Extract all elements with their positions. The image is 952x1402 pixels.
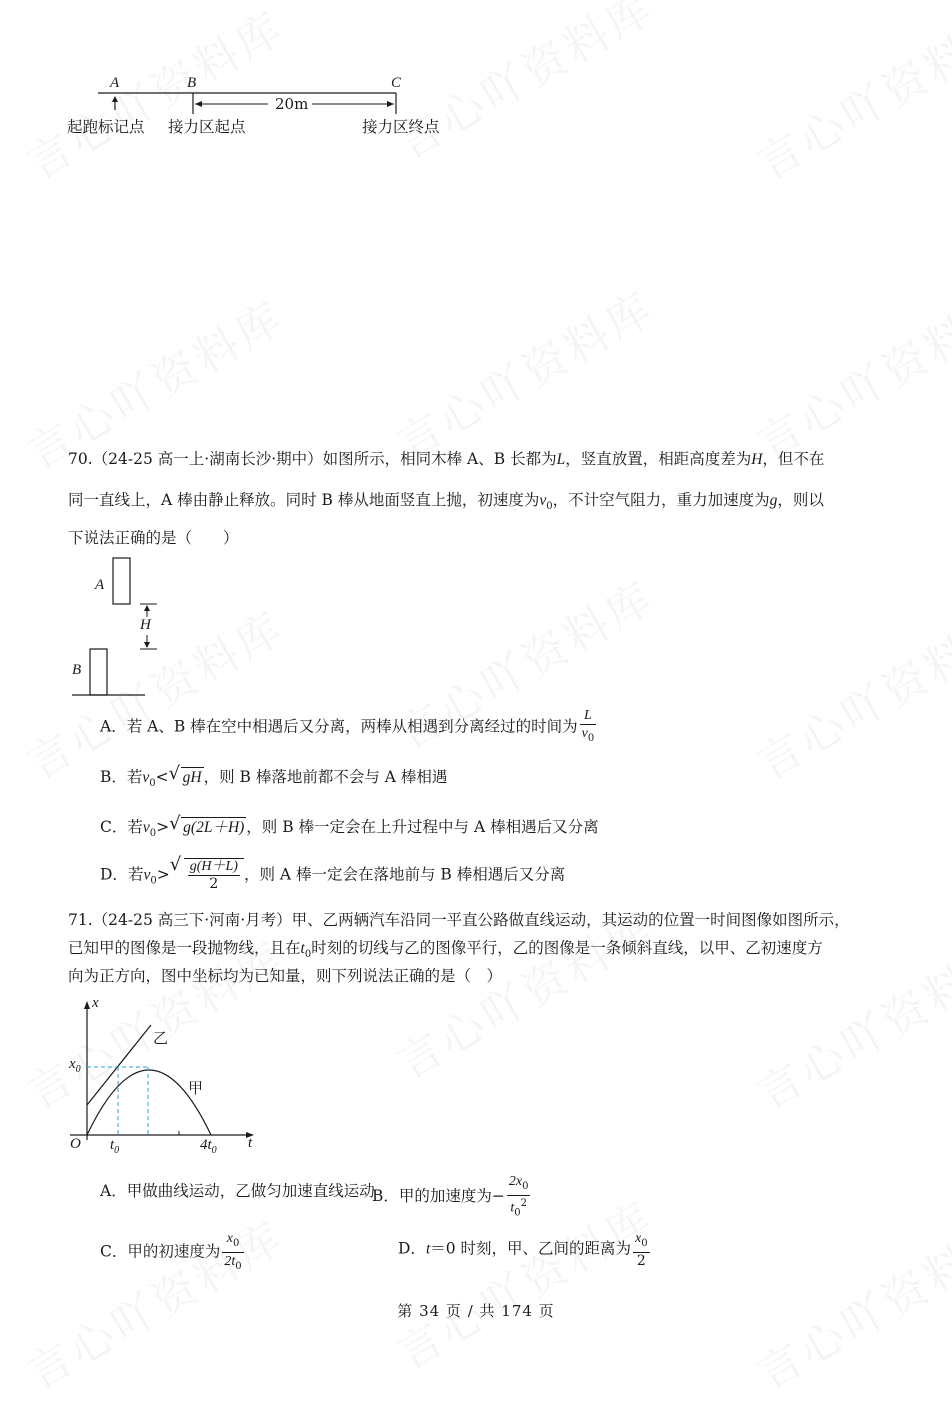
radicand: g(2L＋H) <box>183 819 245 836</box>
var-v0: v <box>142 769 150 786</box>
var-v0: v <box>143 866 151 884</box>
zone-start-label: 接力区起点 <box>168 118 246 136</box>
var-v: v <box>581 726 588 741</box>
subscript: 0 <box>211 1145 217 1156</box>
q70-text: 下说法正确的是（ ） <box>68 529 239 547</box>
q71-option-d <box>398 1230 652 1269</box>
curve-jia-label: 甲 <box>188 1079 204 1097</box>
q70-text: 同一直线上，A 棒由静止释放。同时 B 棒从地面竖直上抛，初速度为 <box>68 491 540 509</box>
frac-den <box>222 1253 243 1275</box>
option-label: B． <box>372 1187 399 1206</box>
subscript: 0 <box>149 828 157 840</box>
var-t: t <box>510 1200 515 1216</box>
option-label: D． <box>100 865 128 884</box>
q70-rods-figure <box>60 545 200 705</box>
x0-label <box>69 1056 81 1075</box>
relay-zone-figure <box>60 70 460 140</box>
q70-option-d <box>100 858 565 892</box>
frac-num <box>222 1230 243 1253</box>
subscript: 0 <box>641 1237 648 1249</box>
q71-text: 向为正方向，图中坐标均为已知量，则下列说法正确的是（ ） <box>68 967 503 985</box>
q71-option-b <box>372 1173 532 1221</box>
q70-text: 如图所示，相同木棒 A、B 长都为 <box>322 450 557 468</box>
option-label: C． <box>100 1242 128 1261</box>
var-2x: 2x <box>508 1174 523 1189</box>
relation: > <box>156 818 170 836</box>
q70-text: ，不计空气阻力，重力加速度为 <box>552 491 770 509</box>
watermark <box>743 0 952 192</box>
watermark <box>383 272 664 471</box>
distance-label: 20m <box>275 95 309 113</box>
q70-option-b <box>100 767 447 794</box>
fraction <box>222 1230 243 1275</box>
var-v0: v <box>142 819 150 836</box>
option-text: ，则 B 棒落地前都不会与 A 棒相遇 <box>203 768 448 786</box>
q71-option-a <box>100 1181 375 1201</box>
option-label: D． <box>398 1239 426 1258</box>
rod-a-label: A <box>95 577 105 593</box>
var-h: H <box>751 451 763 468</box>
q71-line-2 <box>68 938 823 965</box>
point-b-label: B <box>187 75 197 91</box>
sqrt <box>171 817 246 838</box>
height-h-label: H <box>140 617 151 633</box>
frac-num <box>507 1173 531 1196</box>
frac-den <box>580 725 597 747</box>
watermark <box>743 272 952 471</box>
frac-num <box>633 1230 650 1253</box>
option-text: 若 <box>127 818 143 836</box>
option-text: 若 <box>126 768 143 786</box>
var-x: x <box>69 1056 76 1072</box>
q71-line-1 <box>68 910 850 930</box>
q71-line-3 <box>68 966 502 986</box>
question-source: （24-25 高三下·河南·月考） <box>92 911 292 929</box>
q71-position-time-graph <box>60 995 280 1160</box>
fraction <box>188 859 240 892</box>
t-axis-label: t <box>248 1135 253 1151</box>
var-l: L <box>556 451 566 468</box>
question-number: 70. <box>68 450 93 468</box>
q70-text: ，但不在 <box>762 450 825 468</box>
zone-end-label: 接力区终点 <box>362 118 440 136</box>
frac-den: 2 <box>209 876 219 892</box>
option-label: B． <box>100 768 127 786</box>
fraction <box>507 1173 531 1221</box>
subscript: 0 <box>304 949 312 961</box>
start-mark-label: 起跑标记点 <box>67 118 145 136</box>
var-x: x <box>635 1231 642 1246</box>
rod-b-label: B <box>72 662 82 678</box>
frac-den <box>507 1196 531 1221</box>
frac-num: √ g(H＋L) <box>189 859 238 874</box>
origin-label: O <box>70 1136 81 1152</box>
q70-line-2 <box>68 490 824 517</box>
fraction <box>580 708 597 747</box>
question-number: 71. <box>68 911 93 929</box>
var-4t: 4t <box>200 1137 212 1153</box>
var-t0: t <box>300 940 305 957</box>
point-c-label: C <box>391 75 402 91</box>
option-text: 甲的加速度为− <box>398 1187 505 1206</box>
subscript: 0 <box>546 501 553 513</box>
subscript: 0 <box>150 875 157 887</box>
subscript: 0 <box>587 732 595 744</box>
x-axis-label: x <box>92 995 99 1011</box>
subscript: 0 <box>522 1180 529 1192</box>
var-t: t <box>110 1137 115 1153</box>
xt-graph <box>60 995 280 1160</box>
line-yi-label: 乙 <box>153 1029 169 1047</box>
q70-text: ，竖直放置，相距高度差为 <box>565 450 752 468</box>
superscript: 2 <box>520 1197 527 1209</box>
watermark <box>743 592 952 791</box>
option-text: 甲的初速度为 <box>127 1242 221 1261</box>
option-text: ，则 B 棒一定会在上升过程中与 A 棒相遇后又分离 <box>246 818 599 836</box>
q71-option-c <box>100 1230 246 1275</box>
subscript: 0 <box>232 1237 240 1249</box>
four-t0-label <box>200 1137 217 1156</box>
q70-line-1 <box>68 449 824 470</box>
option-label: C． <box>100 818 128 836</box>
option-text: ，则 A 棒一定会在落地前与 B 棒相遇后又分离 <box>243 865 566 884</box>
q71-text: 时刻的切线与乙的图像平行，乙的图像是一条倾斜直线，以甲、乙初速度方 <box>311 939 823 957</box>
option-text: ＝0 时刻，甲、乙间的距离为 <box>430 1239 632 1258</box>
option-label: A． <box>100 1182 127 1200</box>
subscript: 0 <box>75 1064 81 1075</box>
question-source: （24-25 高一上·湖南长沙·期中） <box>92 450 323 468</box>
page-footer: 第 34 页 / 共 174 页 <box>397 1302 555 1320</box>
t0-label <box>110 1137 119 1156</box>
subscript: 0 <box>514 1207 521 1219</box>
option-text: 若 A、B 棒在空中相遇后又分离，两棒从相遇到分离经过的时间为 <box>126 717 578 736</box>
option-text: 若 <box>127 865 144 884</box>
subscript: 0 <box>114 1145 120 1156</box>
var-v0: v <box>539 492 547 509</box>
point-a-label: A <box>110 75 120 91</box>
option-text: 甲做曲线运动，乙做匀加速直线运动 <box>126 1182 375 1200</box>
q70-text: ，则以 <box>777 491 824 509</box>
frac-num: L <box>580 708 597 725</box>
q71-text: 已知甲的图像是一段抛物线，且在 <box>68 939 301 957</box>
radicand: gH <box>182 769 202 786</box>
radicand <box>184 858 244 892</box>
rods-diagram <box>60 545 200 705</box>
sqrt <box>172 858 244 892</box>
var-g: g <box>769 492 778 509</box>
var-x: x <box>226 1231 233 1246</box>
var-t: t <box>425 1240 431 1258</box>
subscript: 0 <box>149 778 156 790</box>
q71-text: 甲、乙两辆汽车沿同一平直公路做直线运动，其运动的位置一时间图像如图所示， <box>291 911 850 929</box>
subscript: 0 <box>235 1260 242 1272</box>
relation: < <box>155 768 169 786</box>
var-2t: 2t <box>224 1253 236 1269</box>
q70-option-a <box>100 708 598 747</box>
sqrt <box>171 767 204 788</box>
q70-option-c <box>100 817 599 844</box>
option-label: A． <box>100 717 127 736</box>
fraction <box>633 1230 650 1269</box>
frac-den: 2 <box>636 1252 646 1269</box>
relation: > <box>156 865 170 884</box>
